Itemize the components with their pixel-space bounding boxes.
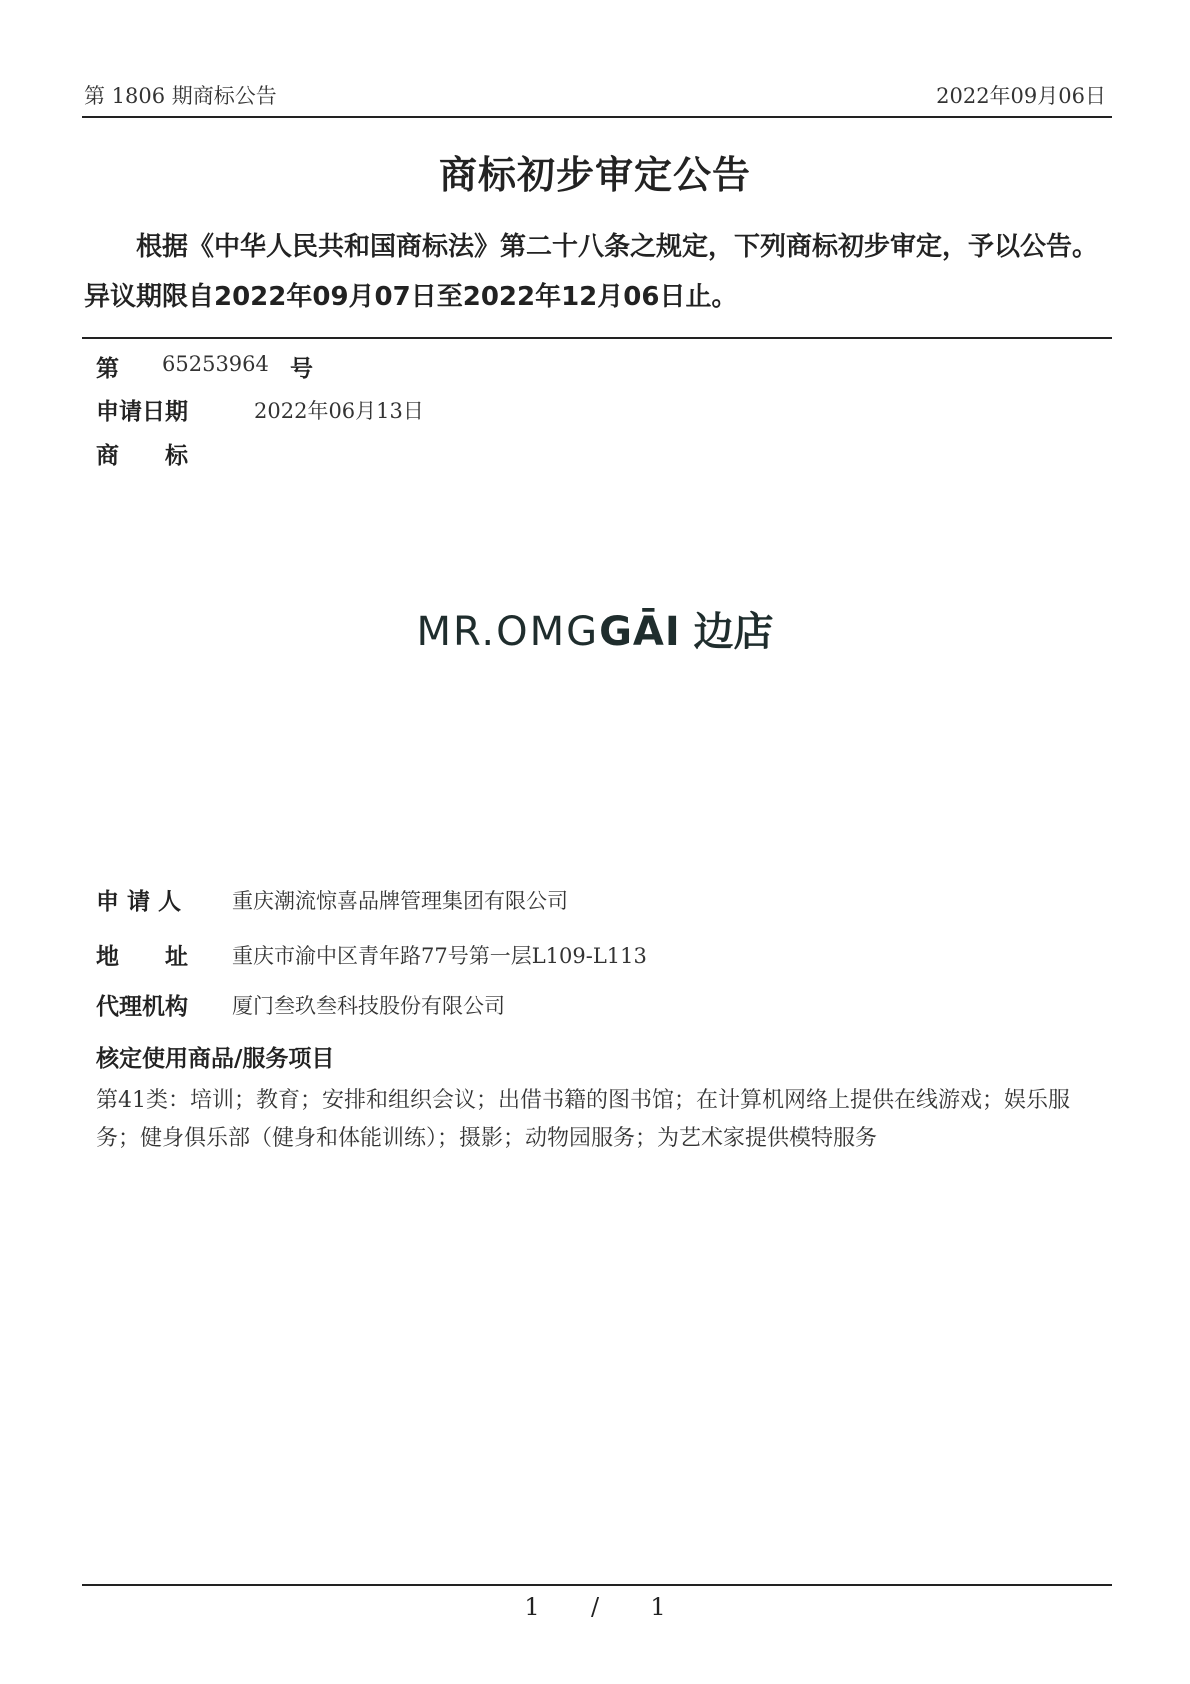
trademark-chinese-text: 边店 bbox=[693, 609, 774, 655]
registration-number: 65253964 bbox=[162, 352, 269, 376]
total-pages: 1 bbox=[650, 1593, 666, 1621]
application-date: 2022年06月13日 bbox=[254, 399, 424, 423]
application-date-label: 申请日期 bbox=[96, 399, 188, 425]
trademark-logo bbox=[0, 600, 1190, 657]
number-prefix: 第 bbox=[96, 356, 119, 382]
applicant-address: 重庆市渝中区青年路77号第一层L109-L113 bbox=[232, 944, 647, 968]
agent-name: 厦门叁玖叁科技股份有限公司 bbox=[232, 994, 505, 1018]
address-label: 地 址 bbox=[96, 944, 188, 970]
applicant-name: 重庆潮流惊喜品牌管理集团有限公司 bbox=[232, 889, 568, 913]
header-rule bbox=[82, 116, 1112, 118]
agent-label: 代理机构 bbox=[96, 994, 188, 1020]
trademark-gai-text: GĀI bbox=[599, 609, 681, 655]
goods-services-label: 核定使用商品/服务项目 bbox=[96, 1046, 335, 1072]
announcement-intro: 根据《中华人民共和国商标法》第二十八条之规定，下列商标初步审定，予以公告。异议期限自2022年09月07日至2022年12月06日止。 bbox=[84, 232, 1099, 312]
trademark-label: 商 标 bbox=[96, 443, 188, 469]
applicant-label: 申 请 人 bbox=[96, 889, 182, 915]
trademark-latin-text: MR.OMG bbox=[416, 609, 600, 655]
number-suffix: 号 bbox=[290, 356, 313, 382]
page-title: 商标初步审定公告 bbox=[438, 153, 751, 197]
section-rule bbox=[82, 337, 1112, 339]
issue-number: 第 1806 期商标公告 bbox=[84, 84, 277, 108]
page-separator: / bbox=[590, 1593, 600, 1621]
publication-date: 2022年09月06日 bbox=[936, 84, 1106, 108]
current-page: 1 bbox=[524, 1593, 540, 1621]
goods-services-list: 第41类：培训；教育；安排和组织会议；出借书籍的图书馆；在计算机网络上提供在线游戏；娱乐服务；健身俱乐部（健身和体能训练）；摄影；动物园服务；为艺术家提供模特服务 bbox=[96, 1088, 1070, 1151]
footer-rule bbox=[82, 1584, 1112, 1586]
page-indicator bbox=[0, 1593, 1190, 1621]
